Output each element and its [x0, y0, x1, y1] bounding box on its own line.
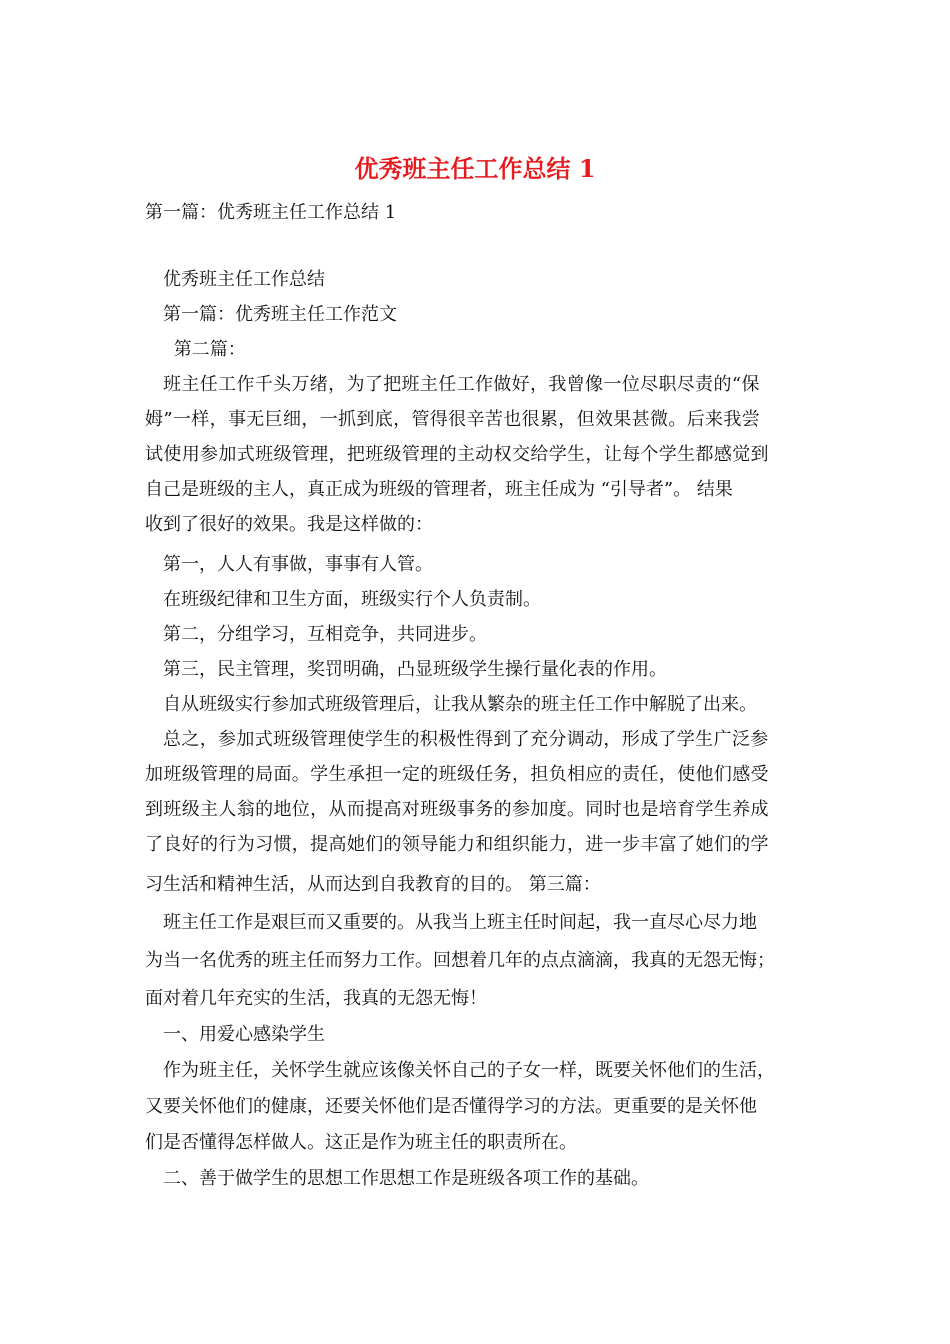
paragraph-line: 第一篇：优秀班主任工作范文 — [163, 304, 397, 325]
paragraph-line: 第三，民主管理，奖罚明确，凸显班级学生操行量化表的作用。 — [163, 659, 667, 680]
paragraph-line: 在班级纪律和卫生方面，班级实行个人负责制。 — [163, 589, 541, 610]
paragraph-line: 为当一名优秀的班主任而努力工作。回想着几年的点点滴滴，我真的无怨无悔； — [145, 950, 775, 971]
paragraph-line: 到班级主人翁的地位，从而提高对班级事务的参加度。同时也是培育学生养成 — [145, 799, 769, 820]
paragraph-line: 总之，参加式班级管理使学生的积极性得到了充分调动，形成了学生广泛参 — [163, 729, 769, 750]
paragraph-line: 加班级管理的局面。学生承担一定的班级任务，担负相应的责任，使他们感受 — [145, 764, 769, 785]
paragraph-line: 作为班主任，关怀学生就应该像关怀自己的子女一样，既要关怀他们的生活， — [163, 1060, 775, 1081]
paragraph-line: 习生活和精神生活，从而达到自我教育的目的。 第三篇： — [145, 874, 601, 895]
paragraph-line: 自从班级实行参加式班级管理后，让我从繁杂的班主任工作中解脱了出来。 — [163, 694, 757, 715]
paragraph-line: 一、用爱心感染学生 — [163, 1024, 325, 1045]
document-subtitle: 第一篇：优秀班主任工作总结 1 — [145, 202, 397, 223]
document-title: 优秀班主任工作总结 1 — [354, 154, 596, 183]
paragraph-line: 第二篇： — [168, 339, 246, 360]
paragraph-line: 们是否懂得怎样做人。这正是作为班主任的职责所在。 — [145, 1132, 577, 1153]
paragraph-line: 又要关怀他们的健康，还要关怀他们是否懂得学习的方法。更重要的是关怀他 — [145, 1096, 757, 1117]
paragraph-line: 班主任工作是艰巨而又重要的。从我当上班主任时间起，我一直尽心尽力地 — [163, 912, 757, 933]
paragraph-line: 第一，人人有事做，事事有人管。 — [163, 554, 433, 575]
paragraph-line: 二、善于做学生的思想工作思想工作是班级各项工作的基础。 — [163, 1168, 649, 1189]
paragraph-line: 自己是班级的主人，真正成为班级的管理者，班主任成为 “引导者”。 结果 — [145, 479, 733, 500]
paragraph-line: 班主任工作千头万绪，为了把班主任工作做好，我曾像一位尽职尽责的“保 — [163, 374, 760, 395]
paragraph-line: 试使用参加式班级管理，把班级管理的主动权交给学生，让每个学生都感觉到 — [145, 444, 769, 465]
paragraph-line: 优秀班主任工作总结 — [163, 269, 325, 290]
paragraph-line: 姆”一样，事无巨细，一抓到底，管得很辛苦也很累，但效果甚微。后来我尝 — [145, 409, 761, 430]
paragraph-line: 收到了很好的效果。我是这样做的： — [145, 514, 433, 535]
paragraph-line: 了良好的行为习惯，提高她们的领导能力和组织能力，进一步丰富了她们的学 — [145, 834, 769, 855]
paragraph-line: 面对着几年充实的生活，我真的无怨无悔！ — [145, 988, 487, 1009]
paragraph-line: 第二，分组学习，互相竞争，共同进步。 — [163, 624, 487, 645]
